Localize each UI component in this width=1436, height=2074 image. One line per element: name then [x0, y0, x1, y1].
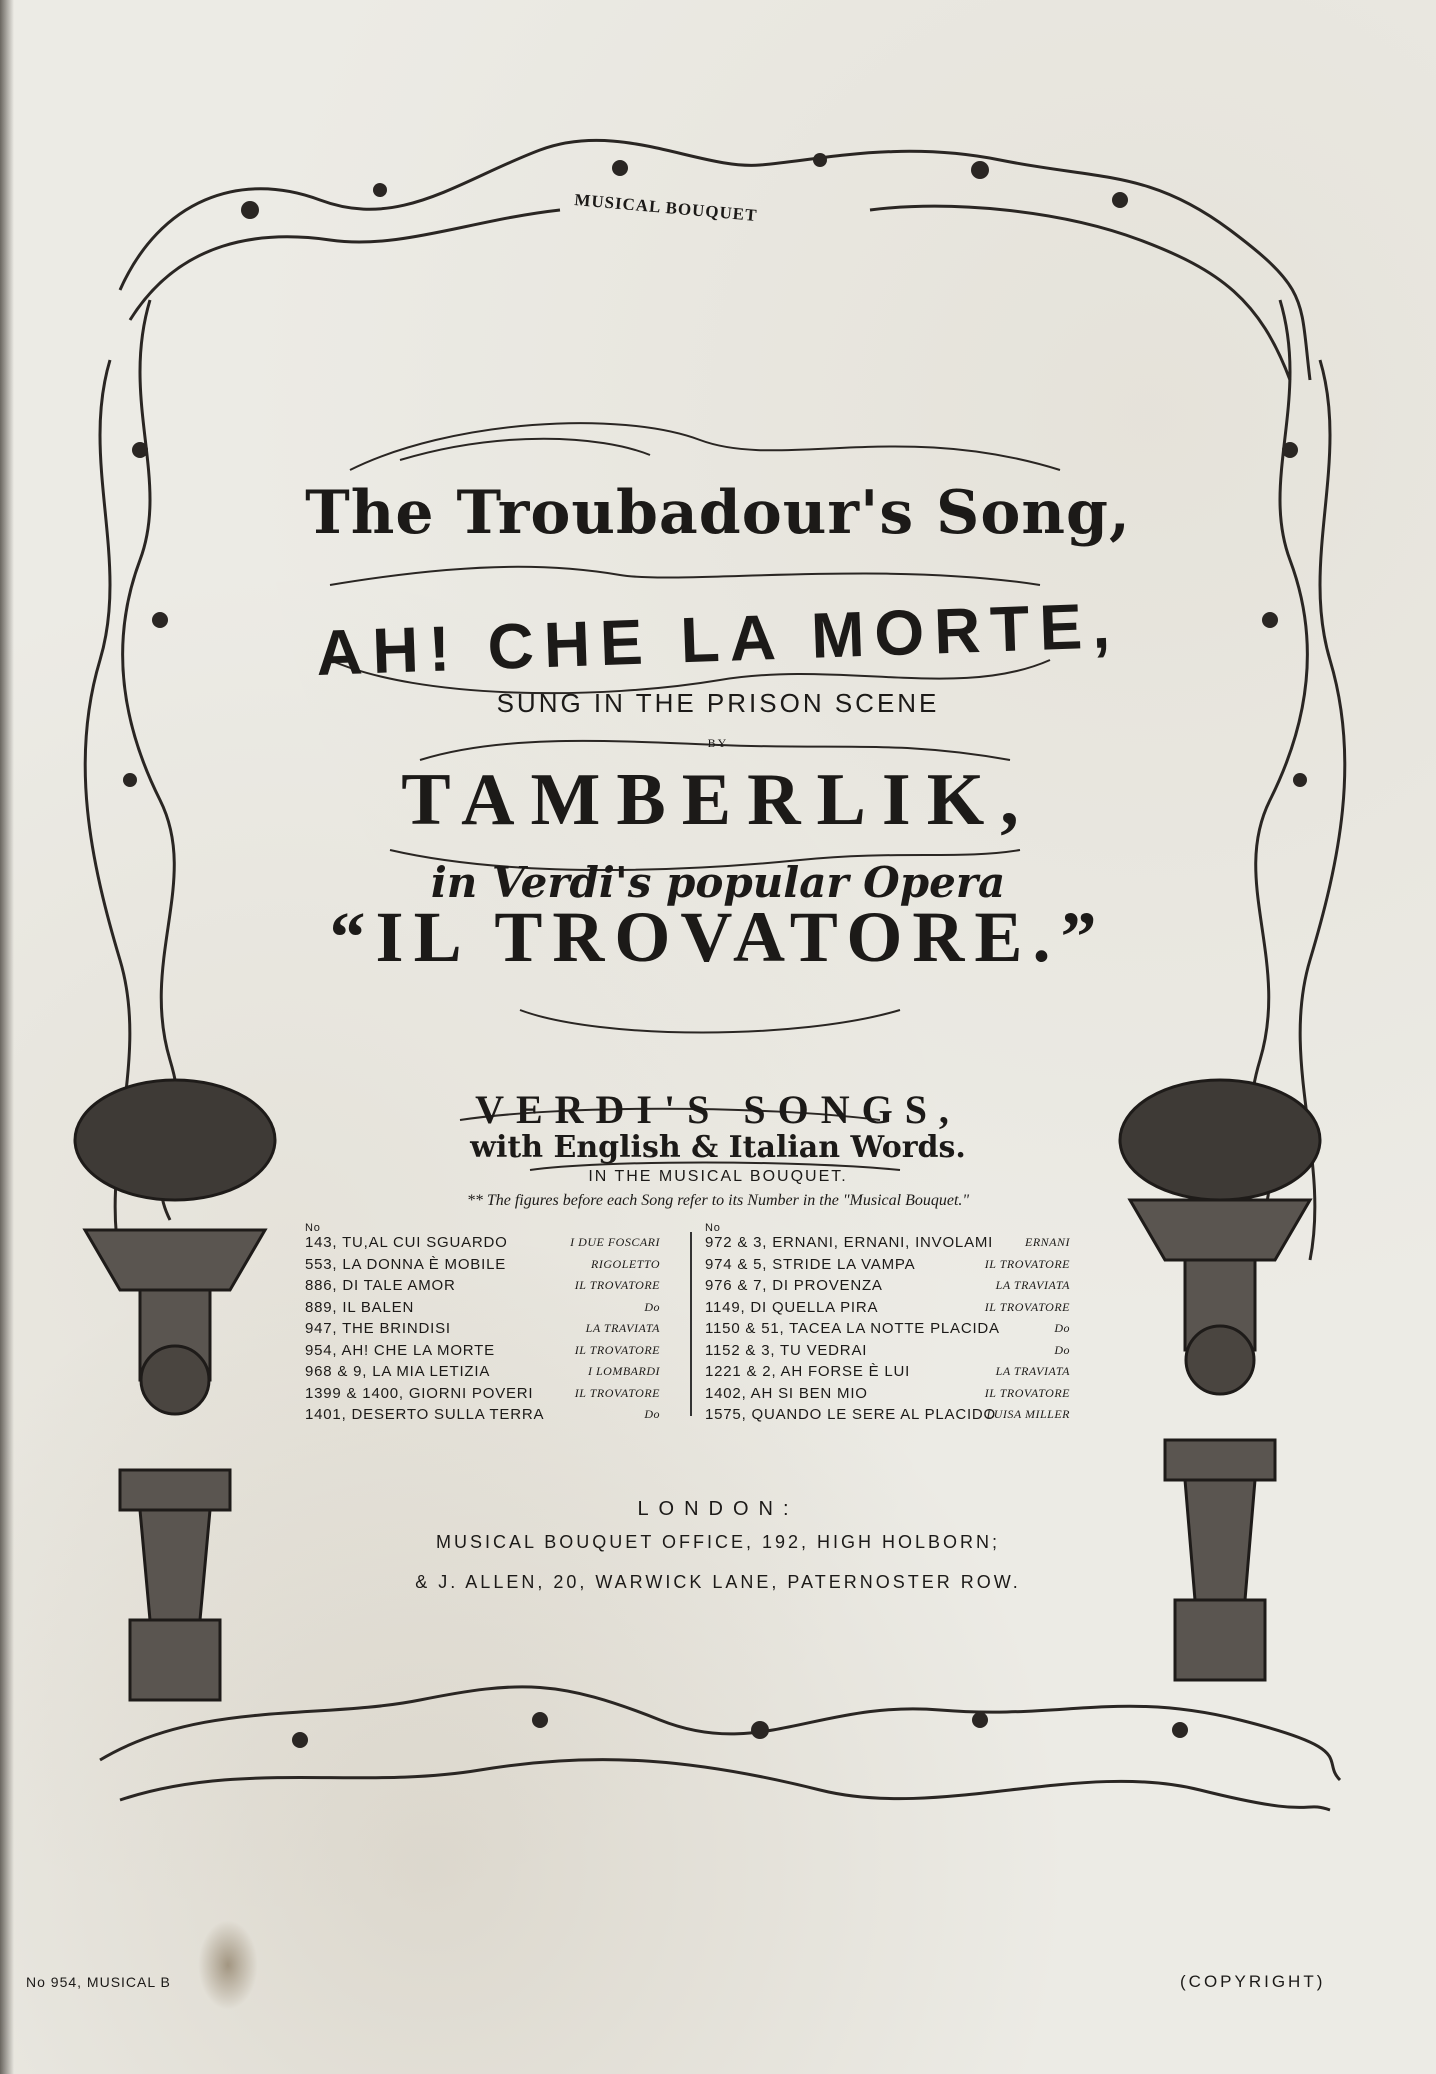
- song-opera: IL TROVATORE: [984, 1299, 1070, 1314]
- song-title: 972 & 3, ERNANI, ERNANI, INVOLAMI: [705, 1234, 994, 1251]
- song-title: 974 & 5, STRIDE LA VAMPA: [705, 1255, 916, 1273]
- song-list-right: [705, 1222, 1070, 1426]
- list-item: [305, 1383, 660, 1405]
- song-title: 886, DI TALE AMOR: [305, 1277, 456, 1294]
- list-item: [705, 1383, 1070, 1405]
- list-item: [305, 1340, 660, 1362]
- song-opera: ERNANI: [1025, 1235, 1070, 1249]
- song-title: 1149, DI QUELLA PIRA: [705, 1298, 879, 1316]
- list-item: [305, 1318, 660, 1340]
- song-title: 1575, QUANDO LE SERE AL PLACIDO: [705, 1406, 997, 1423]
- list-item: [705, 1404, 1070, 1426]
- subtitle-scene: SUNG IN THE PRISON SCENE: [496, 688, 940, 718]
- list-item: [705, 1361, 1070, 1383]
- song-opera: IL TROVATORE: [574, 1278, 660, 1292]
- song-opera: I LOMBARDI: [588, 1364, 660, 1378]
- song-title: 143, TU,AL CUI SGUARDO: [305, 1234, 508, 1251]
- song-title: 553, LA DONNA È MOBILE: [305, 1255, 507, 1273]
- song-opera: IL TROVATORE: [984, 1385, 1070, 1400]
- copyright-mark: (COPYRIGHT): [1180, 1972, 1326, 1991]
- list-item: [305, 1275, 660, 1297]
- song-opera: LUISA MILLER: [986, 1407, 1070, 1421]
- song-title: 1150 & 51, TACEA LA NOTTE PLACIDA: [705, 1320, 1000, 1337]
- list-item: [305, 1361, 660, 1383]
- song-title: 889, IL BALEN: [305, 1298, 415, 1316]
- list-item: [705, 1275, 1070, 1297]
- song-opera: I DUE FOSCARI: [570, 1235, 660, 1249]
- songs-location: IN THE MUSICAL BOUQUET.: [588, 1168, 848, 1185]
- list-item: [705, 1340, 1070, 1362]
- songs-subheading: with English & Italian Words.: [470, 1130, 966, 1165]
- list-item: [705, 1297, 1070, 1319]
- song-opera: IL TROVATORE: [984, 1256, 1070, 1271]
- number-header: No: [305, 1222, 321, 1234]
- song-opera: LA TRAVIATA: [995, 1364, 1070, 1378]
- title-italian: AH! CHE LA MORTE,: [314, 588, 1122, 690]
- song-list-left: [305, 1222, 660, 1426]
- list-item: [305, 1232, 660, 1254]
- song-title: 947, THE BRINDISI: [305, 1320, 451, 1337]
- song-opera: Do: [1054, 1342, 1070, 1357]
- song-title: 1401, DESERTO SULLA TERRA: [305, 1406, 545, 1423]
- song-title: 976 & 7, DI PROVENZA: [705, 1277, 883, 1294]
- song-title: 1152 & 3, TU VEDRAI: [705, 1341, 868, 1359]
- list-item: [705, 1254, 1070, 1276]
- song-opera: IL TROVATORE: [574, 1385, 660, 1400]
- song-title: 1221 & 2, AH FORSE È LUI: [705, 1363, 911, 1380]
- song-title: 954, AH! CHE LA MORTE: [305, 1341, 495, 1359]
- musical-bouquet-banner: MUSICAL BOUQUET: [573, 190, 759, 226]
- publisher-city: LONDON:: [637, 1498, 799, 1520]
- publisher-address-2: & J. ALLEN, 20, WARWICK LANE, PATERNOSTER ROW.: [415, 1572, 1021, 1592]
- song-opera: IL TROVATORE: [574, 1342, 660, 1357]
- song-opera: LA TRAVIATA: [995, 1278, 1070, 1292]
- song-title: 1402, AH SI BEN MIO: [705, 1384, 868, 1402]
- song-opera: LA TRAVIATA: [585, 1321, 660, 1335]
- list-item: [305, 1254, 660, 1276]
- song-title: 968 & 9, LA MIA LETIZIA: [305, 1363, 491, 1380]
- list-item: [305, 1404, 660, 1426]
- song-opera: Do: [644, 1299, 660, 1314]
- number-header: No: [705, 1222, 721, 1234]
- title-english: The Troubadour's Song,: [305, 478, 1131, 548]
- publisher-address-1: MUSICAL BOUQUET OFFICE, 192, HIGH HOLBORN;: [435, 1532, 1001, 1552]
- column-divider: [690, 1232, 692, 1416]
- singer-name: TAMBERLIK,: [401, 759, 1035, 841]
- list-item: [705, 1318, 1070, 1340]
- opera-title: “IL TROVATORE.”: [329, 897, 1107, 977]
- song-title: 1399 & 1400, GIORNI POVERI: [305, 1384, 534, 1402]
- songs-heading: VERDI'S SONGS,: [475, 1087, 961, 1132]
- by-label: BY: [707, 736, 729, 750]
- song-opera: RIGOLETTO: [591, 1256, 660, 1271]
- list-item: [705, 1232, 1070, 1254]
- list-item: [305, 1297, 660, 1319]
- catalog-number: No 954, MUSICAL B: [26, 1974, 171, 1990]
- songs-note: ** The figures before each Song refer to its Number in the "Musical Bouquet.": [466, 1192, 970, 1209]
- song-opera: Do: [1054, 1321, 1070, 1335]
- song-opera: Do: [644, 1407, 660, 1421]
- opera-intro: in Verdi's popular Opera: [430, 858, 1006, 907]
